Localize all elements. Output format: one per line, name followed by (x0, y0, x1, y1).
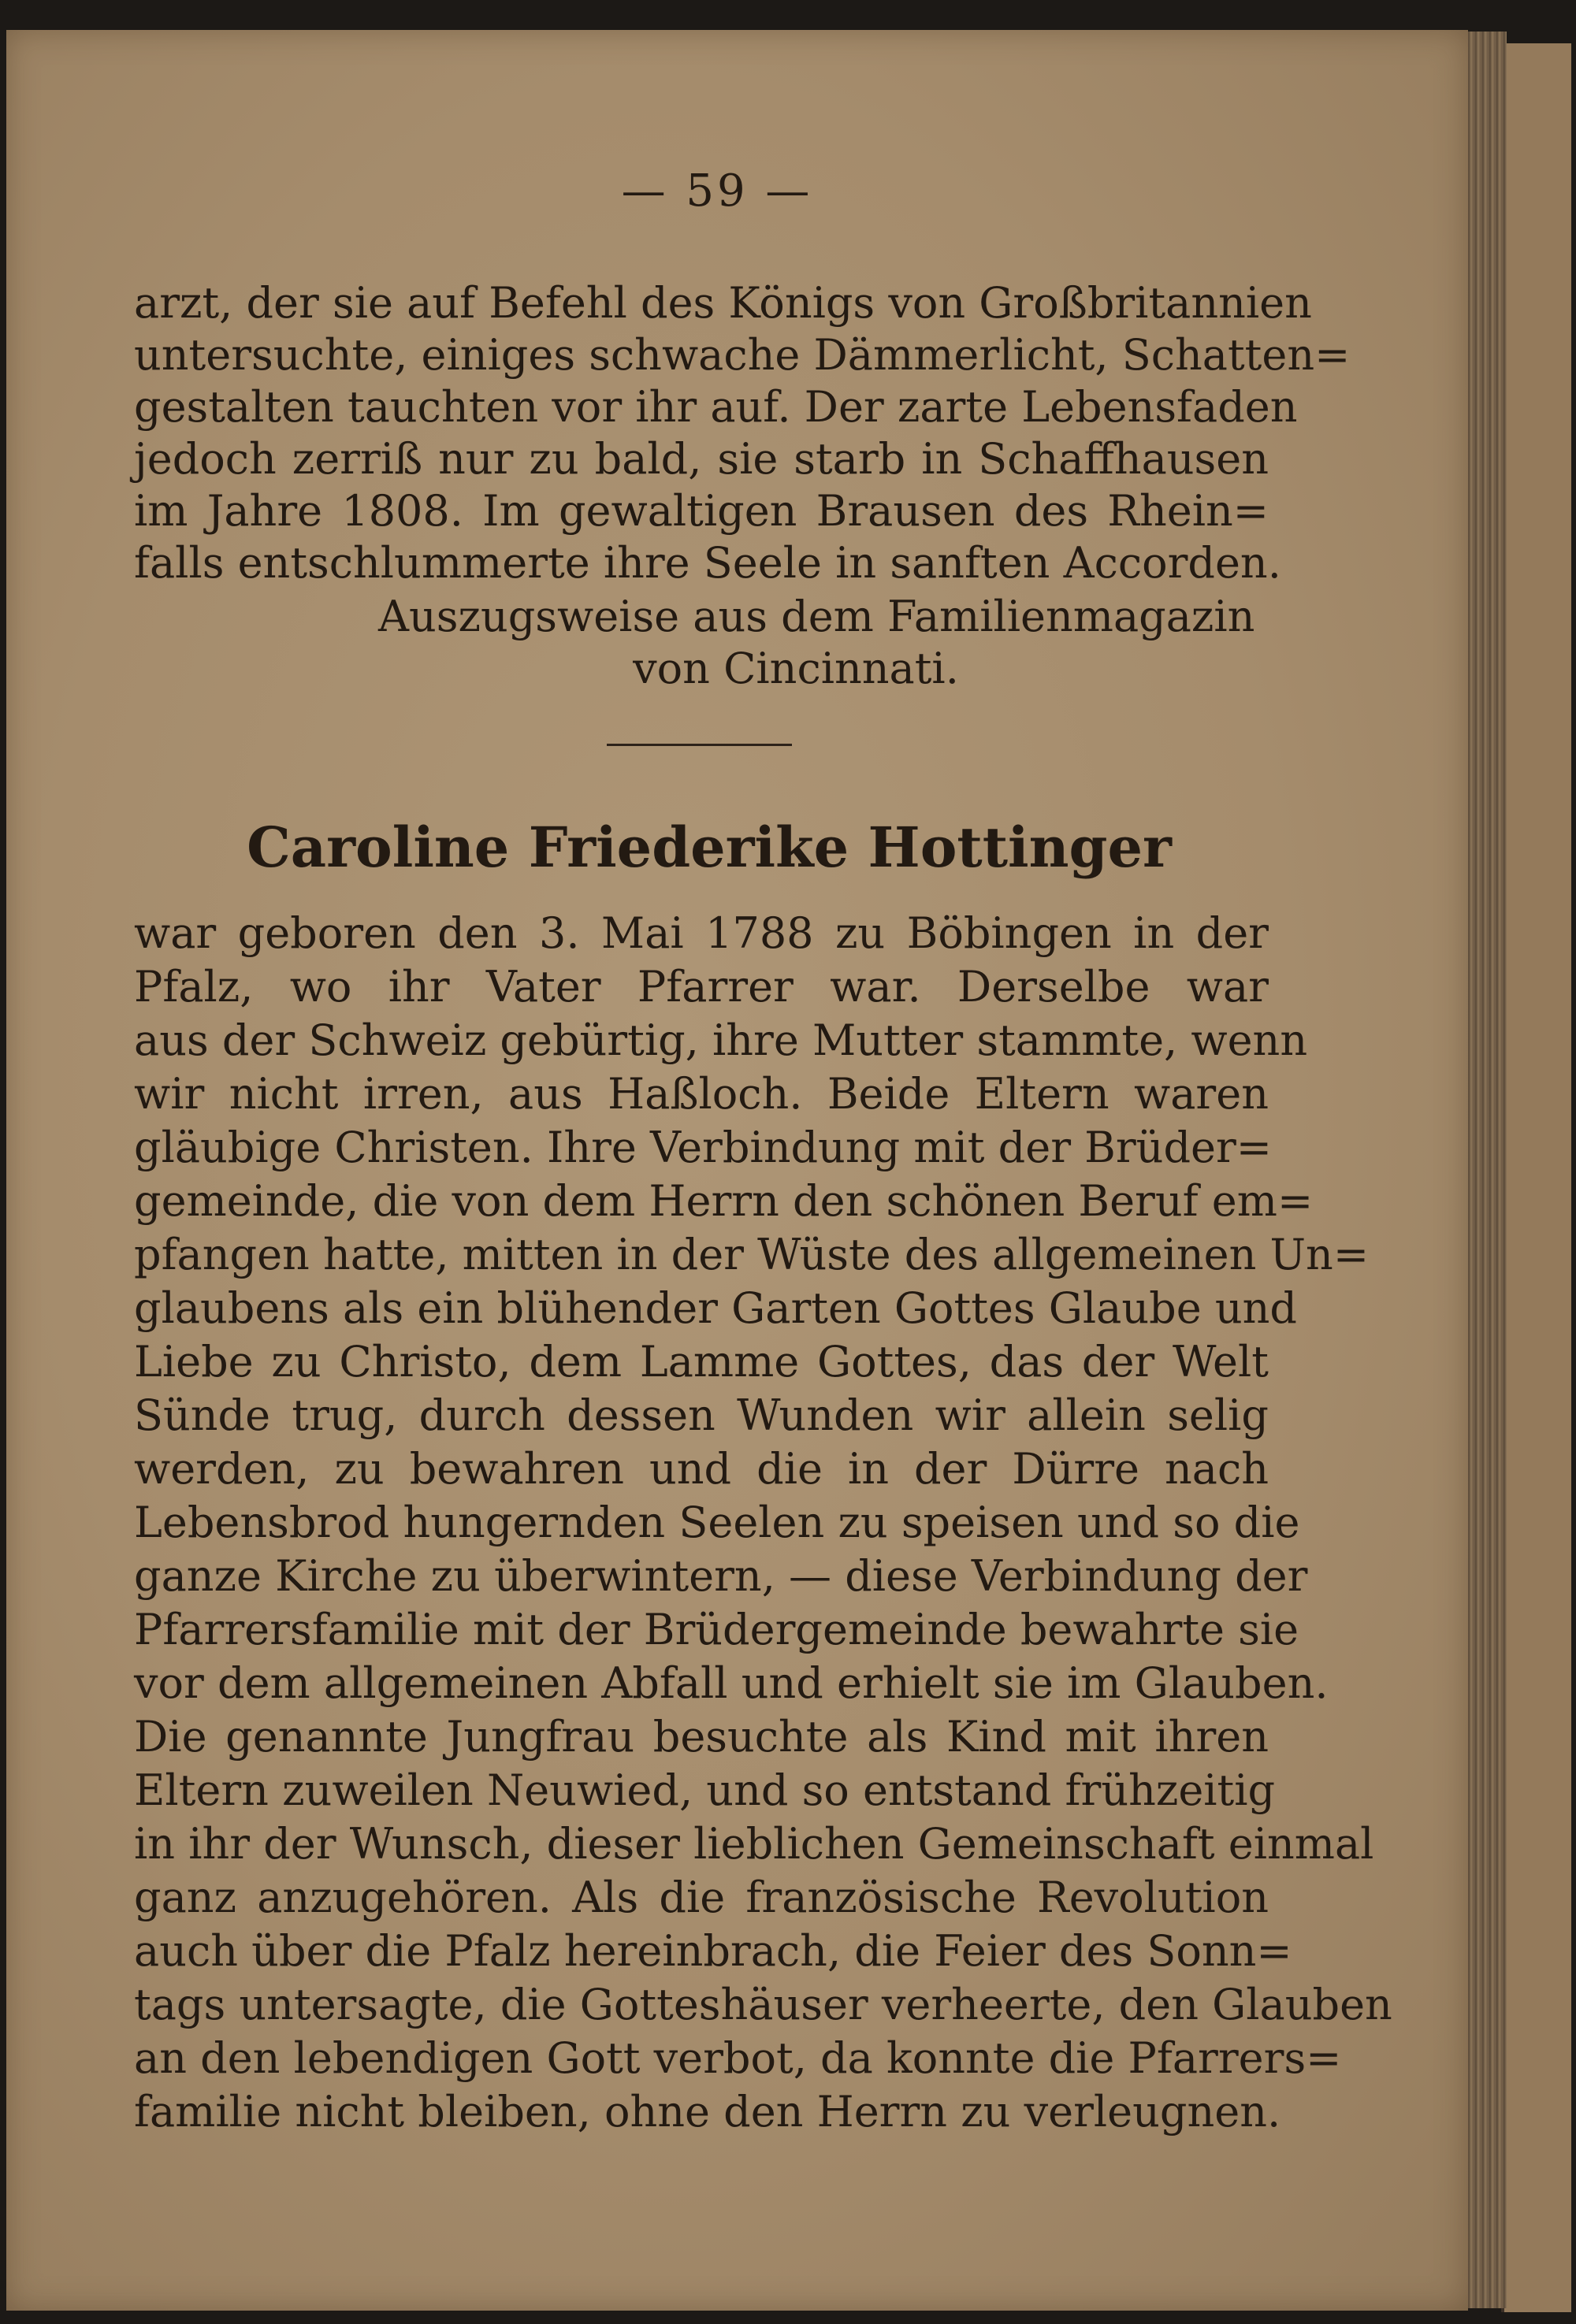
text-line: jedoch zerriß nur zu bald, sie starb in Schaffhausen (134, 434, 1269, 484)
text-line: gemeinde, die von dem Herrn den schönen Beruf em= (134, 1176, 1314, 1226)
text-line: untersuchte, einiges schwache Dämmerlicht, Schatten= (134, 330, 1351, 380)
section-divider (607, 744, 792, 746)
text-line: gestalten tauchten vor ihr auf. Der zarte Lebensfaden (134, 382, 1298, 432)
text-line: Pfalz, wo ihr Vater Pfarrer war. Derselbe war (134, 962, 1269, 1012)
text-line: im Jahre 1808. Im gewaltigen Brausen des Rhein= (134, 486, 1269, 536)
text-line: an den lebendigen Gott verbot, da konnte die Pfarrers= (134, 2033, 1342, 2083)
text-line: ganz anzugehören. Als die französische Revolution (134, 1873, 1269, 1922)
text-line: in ihr der Wunsch, dieser lieblichen Gemeinschaft einmal (134, 1819, 1374, 1869)
text-line: tags untersagte, die Gotteshäuser verheerte, den Glauben (134, 1980, 1392, 2029)
text-line: ganze Kirche zu überwintern, — diese Verbindung der (134, 1551, 1308, 1601)
text-line: Pfarrersfamilie mit der Brüdergemeinde bewahrte sie (134, 1605, 1299, 1654)
section-heading: Caroline Friederike Hottinger (247, 815, 1172, 880)
text-line: Sünde trug, durch dessen Wunden wir allein selig (134, 1390, 1269, 1440)
page-number: — 59 — (621, 165, 813, 217)
text-line: Liebe zu Christo, dem Lamme Gottes, das der Welt (134, 1337, 1269, 1387)
source-attribution-place: von Cincinnati. (633, 644, 959, 693)
text-line: vor dem allgemeinen Abfall und erhielt sie im Glauben. (134, 1658, 1329, 1708)
text-line: Lebensbrod hungernden Seelen zu speisen und so die (134, 1498, 1300, 1547)
text-line: falls entschlummerte ihre Seele in sanften Accorden. (134, 538, 1281, 588)
text-line: glaubens als ein blühender Garten Gottes Glaube und (134, 1283, 1297, 1333)
text-line: Die genannte Jungfrau besuchte als Kind mit ihren (134, 1712, 1269, 1762)
text-line: gläubige Christen. Ihre Verbindung mit der Brüder= (134, 1123, 1273, 1172)
text-line: auch über die Pfalz hereinbrach, die Feier des Sonn= (134, 1926, 1292, 1976)
source-attribution: Auszugsweise aus dem Familienmagazin (378, 592, 1255, 641)
book-cover-edge (1501, 43, 1571, 2312)
text-line: war geboren den 3. Mai 1788 zu Böbingen in der (134, 908, 1269, 958)
text-line: pfangen hatte, mitten in der Wüste des allgemeinen Un= (134, 1230, 1370, 1279)
text-line: familie nicht bleiben, ohne den Herrn zu verleugnen. (134, 2087, 1281, 2137)
text-line: arzt, der sie auf Befehl des Königs von Großbritannien (134, 278, 1312, 328)
text-line: werden, zu bewahren und die in der Dürre nach (134, 1444, 1269, 1494)
text-line: wir nicht irren, aus Haßloch. Beide Eltern waren (134, 1069, 1269, 1119)
text-line: Eltern zuweilen Neuwied, und so entstand frühzeitig (134, 1765, 1276, 1815)
text-line: aus der Schweiz gebürtig, ihre Mutter stammte, wenn (134, 1015, 1308, 1065)
